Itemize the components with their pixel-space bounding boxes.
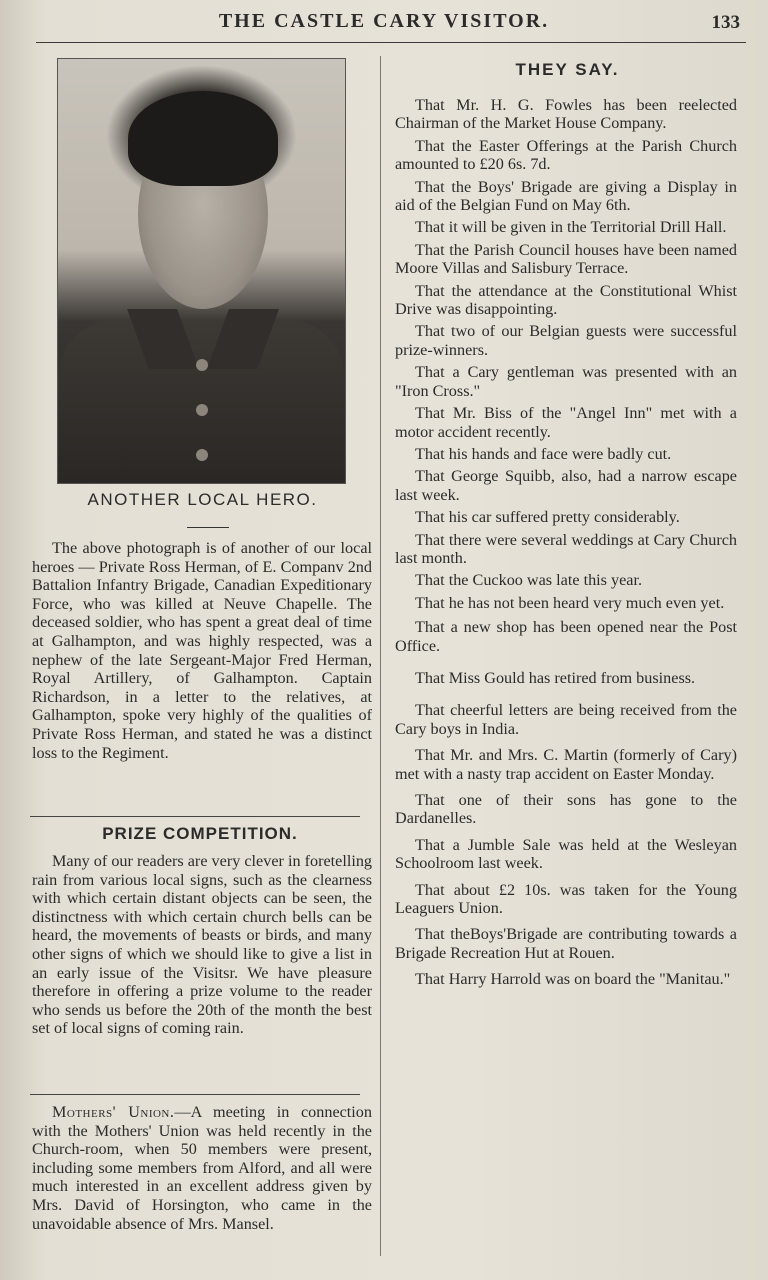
- they-say-item: That a new shop has been opened near the Post Office.: [395, 618, 737, 655]
- they-say-item: That the Boys' Brigade are giving a Display in aid of the Belgian Fund on May 6th.: [395, 177, 737, 215]
- header-rule: [36, 42, 746, 43]
- they-say-item: That Mr. and Mrs. C. Martin (formerly of Cary) met with a nasty trap accident on Easter Monday.: [395, 746, 737, 783]
- they-say-item: That a Cary gentleman was presented with an "Iron Cross.": [395, 363, 737, 400]
- prize-heading: PRIZE COMPETITION.: [102, 824, 298, 843]
- they-say-item: That it will be given in the Territorial Drill Hall.: [415, 218, 727, 237]
- photo-tunic-button: [196, 449, 208, 461]
- they-say-item: That two of our Belgian guests were successful prize-winners.: [395, 322, 737, 359]
- mothers-union-text: —A meeting in connection with the Mothers' Union was held recently in the Church-room, when 50 members were present, including some members from Alford, and all were much interested in an excellent address given by Mrs. David of Horsington, who came in the unavoidable absence of Mrs. Mansel.: [32, 1103, 372, 1233]
- prize-article-text: Many of our readers are very clever in foretelling rain from various local signs, such as the clearness with which certain distant objects can be seen, the distinctness with which certain church bells can be heard, the movements of beasts or birds, and many other signs of which we should like to give a list in an early issue of the Visitsr. We have pleasure therefore in offering a prize volume to the reader who sends us before the 20th of the month the best set of local signs of coming rain.: [32, 852, 373, 1038]
- page-number: 133: [711, 12, 740, 33]
- they-say-item: That Harry Harrold was on board the "Manitau.": [415, 970, 731, 989]
- they-say-item: That a Jumble Sale was held at the Wesleyan Schoolroom last week.: [395, 835, 737, 873]
- they-say-item: That there were several weddings at Cary Church last month.: [395, 530, 737, 567]
- prize-article: [32, 852, 372, 1038]
- they-say-item: That his hands and face were badly cut.: [415, 444, 672, 463]
- mothers-union-article: [32, 1103, 372, 1233]
- column-divider: [380, 56, 381, 1256]
- they-say-item: That the attendance at the Constitutional Whist Drive was disappointing.: [395, 281, 737, 319]
- they-say-item: That theBoys'Brigade are contributing towards a Brigade Recreation Hut at Rouen.: [395, 925, 737, 962]
- section-rule: [30, 1094, 360, 1095]
- they-say-item: That Mr. Biss of the "Angel Inn" met with a motor accident recently.: [395, 404, 737, 441]
- publication-title: THE CASTLE CARY VISITOR.: [218, 10, 550, 32]
- they-say-item: That Mr. H. G. Fowles has been reelected Chairman of the Market House Company.: [395, 96, 737, 133]
- they-say-heading: THEY SAY.: [515, 60, 620, 79]
- mothers-union-lead: Mothers' Union.: [52, 1103, 175, 1121]
- page-header: [0, 8, 768, 38]
- section-rule: [30, 816, 360, 817]
- they-say-item: That his car suffered pretty considerably.: [415, 508, 680, 527]
- soldier-portrait-photo: [57, 58, 346, 484]
- photo-tunic-button: [196, 404, 208, 416]
- photo-caption: ANOTHER LOCAL HERO.: [87, 490, 318, 509]
- they-say-item: That cheerful letters are being received from the Cary boys in India.: [395, 701, 737, 738]
- they-say-item: That Miss Gould has retired from business.: [415, 668, 696, 687]
- they-say-item: That George Squibb, also, had a narrow escape last week.: [395, 467, 737, 504]
- photo-hair: [128, 91, 278, 186]
- photo-tunic-button: [196, 359, 208, 371]
- they-say-item: That the Cuckoo was late this year.: [415, 571, 643, 590]
- they-say-item: That about £2 10s. was taken for the Young Leaguers Union.: [395, 880, 737, 918]
- they-say-item: That the Easter Offerings at the Parish Church amounted to £20 6s. 7d.: [395, 136, 737, 174]
- they-say-item: That the Parish Council houses have been named Moore Villas and Salisbury Terrace.: [395, 240, 737, 278]
- caption-rule: [187, 527, 229, 528]
- hero-article: [32, 539, 372, 762]
- they-say-list: [395, 96, 737, 989]
- hero-article-text: The above photograph is of another of our local heroes — Private Ross Herman, of E. Companv 2nd Battalion Infantry Brigade, Canadian Expeditionary Force, who was killed at Neuve Chapelle. The deceased soldier, who has spent a great deal of time at Galhampton, and was highly respected, was a nephew of the late Sergeant-Major Fred Herman, Royal Artillery, of Galhampton. Captain Richardson, in a letter to the relatives, at Galhampton, spoke very highly of the qualities of Private Ross Herman, and stated he was a distinct loss to the Regiment.: [32, 539, 372, 762]
- they-say-item: That he has not been heard very much even yet.: [415, 593, 725, 612]
- they-say-item: That one of their sons has gone to the Dardanelles.: [395, 791, 737, 828]
